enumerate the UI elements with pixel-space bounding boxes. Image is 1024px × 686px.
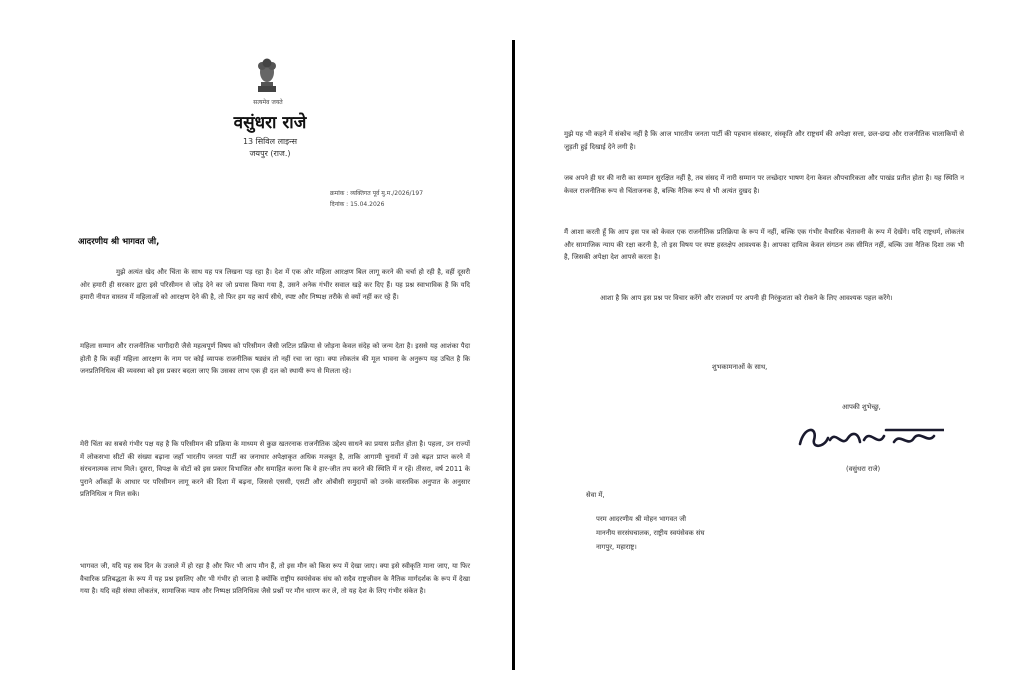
letter-page-2	[516, 0, 1024, 686]
body-paragraph-8: आशा है कि आप इस प्रश्न पर विचार करेंगे और राजधर्म पर अपनी ही निरंकुशता को रोकने के लिए आवश्यक पहल करेंगे।	[600, 294, 893, 302]
sender-name: वसुंधरा राजे	[233, 113, 307, 133]
recipient-location: नागपुर, महाराष्ट्र।	[596, 543, 637, 551]
handwritten-signature-icon	[794, 418, 944, 458]
page-divider	[512, 40, 515, 670]
body-paragraph-2: महिला सम्मान और राजनीतिक भागीदारी जैसे महत्वपूर्ण विषय को परिसीमन जैसी जटिल प्रक्रिया से जोड़ना केवल संदेह को जन्म देता है। इससे यह आशंका पैदा होती है कि कहीं महिला आरक्षण के नाम पर कोई व्यापक राजनीतिक षड्यंत्र तो नहीं रचा जा रहा। क्या लोकतंत्र की मूल भावना के अनुरूप यह उचित है कि जनप्रतिनिधित्व की व्यवस्था को इस प्रकार बदला जाए कि उसका लाभ एक ही दल को स्थायी रूप से मिलता रहे।	[80, 342, 470, 375]
recipient-name: परम आदरणीय श्री मोहन भागवत जी	[596, 515, 687, 523]
recipient-title: माननीय सरसंघचालक, राष्ट्रीय स्वयंसेवक संघ	[596, 529, 705, 537]
closing-wishes: शुभकामनाओं के साथ,	[712, 363, 768, 371]
emblem-caption: सत्यमेव जयते	[253, 99, 283, 106]
reference-number: क्रमांक : व्यक्तिगत पूर्व मु.म./2026/197	[330, 190, 424, 197]
body-paragraph-5: मुझे यह भी कहने में संकोच नहीं है कि आज भारतीय जनता पार्टी की पहचान संस्कार, संस्कृति और राष्ट्रधर्म की अपेक्षा सत्ता, छल-छद्म और राजनीतिक चालाकियों से जुड़ती हुई दिखाई देने लगी है।	[564, 130, 964, 151]
salutation: आदरणीय श्री भागवत जी,	[78, 237, 160, 247]
signatory-name: (वसुंधरा राजे)	[846, 465, 881, 473]
recipient-seva-me: सेवा में,	[586, 491, 605, 499]
letter-date: दिनांक : 15.04.2026	[330, 201, 385, 208]
sender-address-line2: जयपुर (राज.)	[249, 149, 291, 158]
body-paragraph-7: मैं आशा करती हूँ कि आप इस पत्र को केवल एक राजनीतिक प्रतिक्रिया के रूप में नहीं, बल्कि एक गंभीर वैचारिक चेतावनी के रूप में देखेंगे। यदि राष्ट्रधर्म, लोकतंत्र और सामाजिक न्याय की रक्षा करनी है, तो इस विषय पर स्पष्ट हस्तक्षेप आवश्यक है। आपका दायित्व केवल संगठन तक सीमित नहीं, बल्कि उस नैतिक दिशा तक भी है, जिसकी अपेक्षा देश आपसे करता है।	[564, 228, 964, 261]
national-emblem-icon	[252, 56, 282, 96]
closing-yours: आपकी शुभेच्छु,	[842, 403, 881, 411]
recipient-block	[586, 488, 705, 554]
body-paragraph-4: भागवत जी, यदि यह सब दिन के उजाले में हो रहा है और फिर भी आप मौन हैं, तो इस मौन को किस रूप में देखा जाए। क्या इसे स्वीकृति माना जाए, या फिर वैचारिक प्रतिबद्धता के रूप में यह प्रश्न इसलिए और भी गंभीर हो जाता है क्योंकि राष्ट्रीय स्वयंसेवक संघ को सदैव राष्ट्रजीवन के नैतिक मार्गदर्शक के रूप में देखा गया है। यदि वही संस्था लोकतंत्र, सामाजिक न्याय और निष्पक्ष प्रतिनिधित्व जैसे प्रश्नों पर मौन धारण कर ले, तो यह देश के लिए गंभीर संकेत है।	[80, 562, 470, 595]
body-paragraph-3: मेरी चिंता का सबसे गंभीर पक्ष यह है कि परिसीमन की प्रक्रिया के माध्यम से कुछ खतरनाक राजनीतिक उद्देश्य साधने का प्रयास प्रतीत होता है। पहला, उन राज्यों में लोकसभा सीटों की संख्या बढ़ाना जहाँ भारतीय जनता पार्टी का जनाधार अपेक्षाकृत अधिक मजबूत है, ताकि आगामी चुनावों में उसे बढ़त प्राप्त करने में संरचनात्मक लाभ मिले। दूसरा, विपक्ष के वोटों को इस प्रकार विभाजित और समाहित करना कि वे हार-जीत तय करने की स्थिति में न रहें। तीसरा, वर्ष 2011 के पुराने आँकड़ों के आधार पर परिसीमन लागू करने की दिशा में बढ़ना, जिससे एससी, एसटी और ओबीसी समुदायों को उनके वास्तविक अनुपात के अनुसार प्रतिनिधित्व न मिल सके।	[80, 440, 470, 498]
sender-address-line1: 13 सिविल लाइन्स	[242, 137, 298, 146]
body-paragraph-1: मुझे अत्यंत खेद और चिंता के साथ यह पत्र लिखना पड़ रहा है। देश में एक ओर महिला आरक्षण बिल लागू करने की चर्चा हो रही है, वहीं दूसरी ओर हमारी ही सरकार द्वारा इसे परिसीमन से जोड़ देने का जो प्रयास किया गया है, उसने अनेक गंभीर सवाल खड़े कर दिए हैं। यह प्रश्न स्वाभाविक है कि यदि हमारी नीयत वास्तव में महिलाओं को आरक्षण देने की है, तो फिर हम यह कार्य सीधे, स्पष्ट और निष्पक्ष तरीके से क्यों नहीं कर रहे हैं।	[80, 268, 470, 301]
body-paragraph-6: जब अपने ही घर की नारी का सम्मान सुरक्षित नहीं है, तब संसद में नारी सम्मान पर लच्छेदार भाषण देना केवल औपचारिकता और पाखंड प्रतीत होता है। यह स्थिति न केवल राजनीतिक रूप से चिंताजनक है, बल्कि नैतिक रूप से भी अत्यंत दुखद है।	[564, 174, 964, 195]
